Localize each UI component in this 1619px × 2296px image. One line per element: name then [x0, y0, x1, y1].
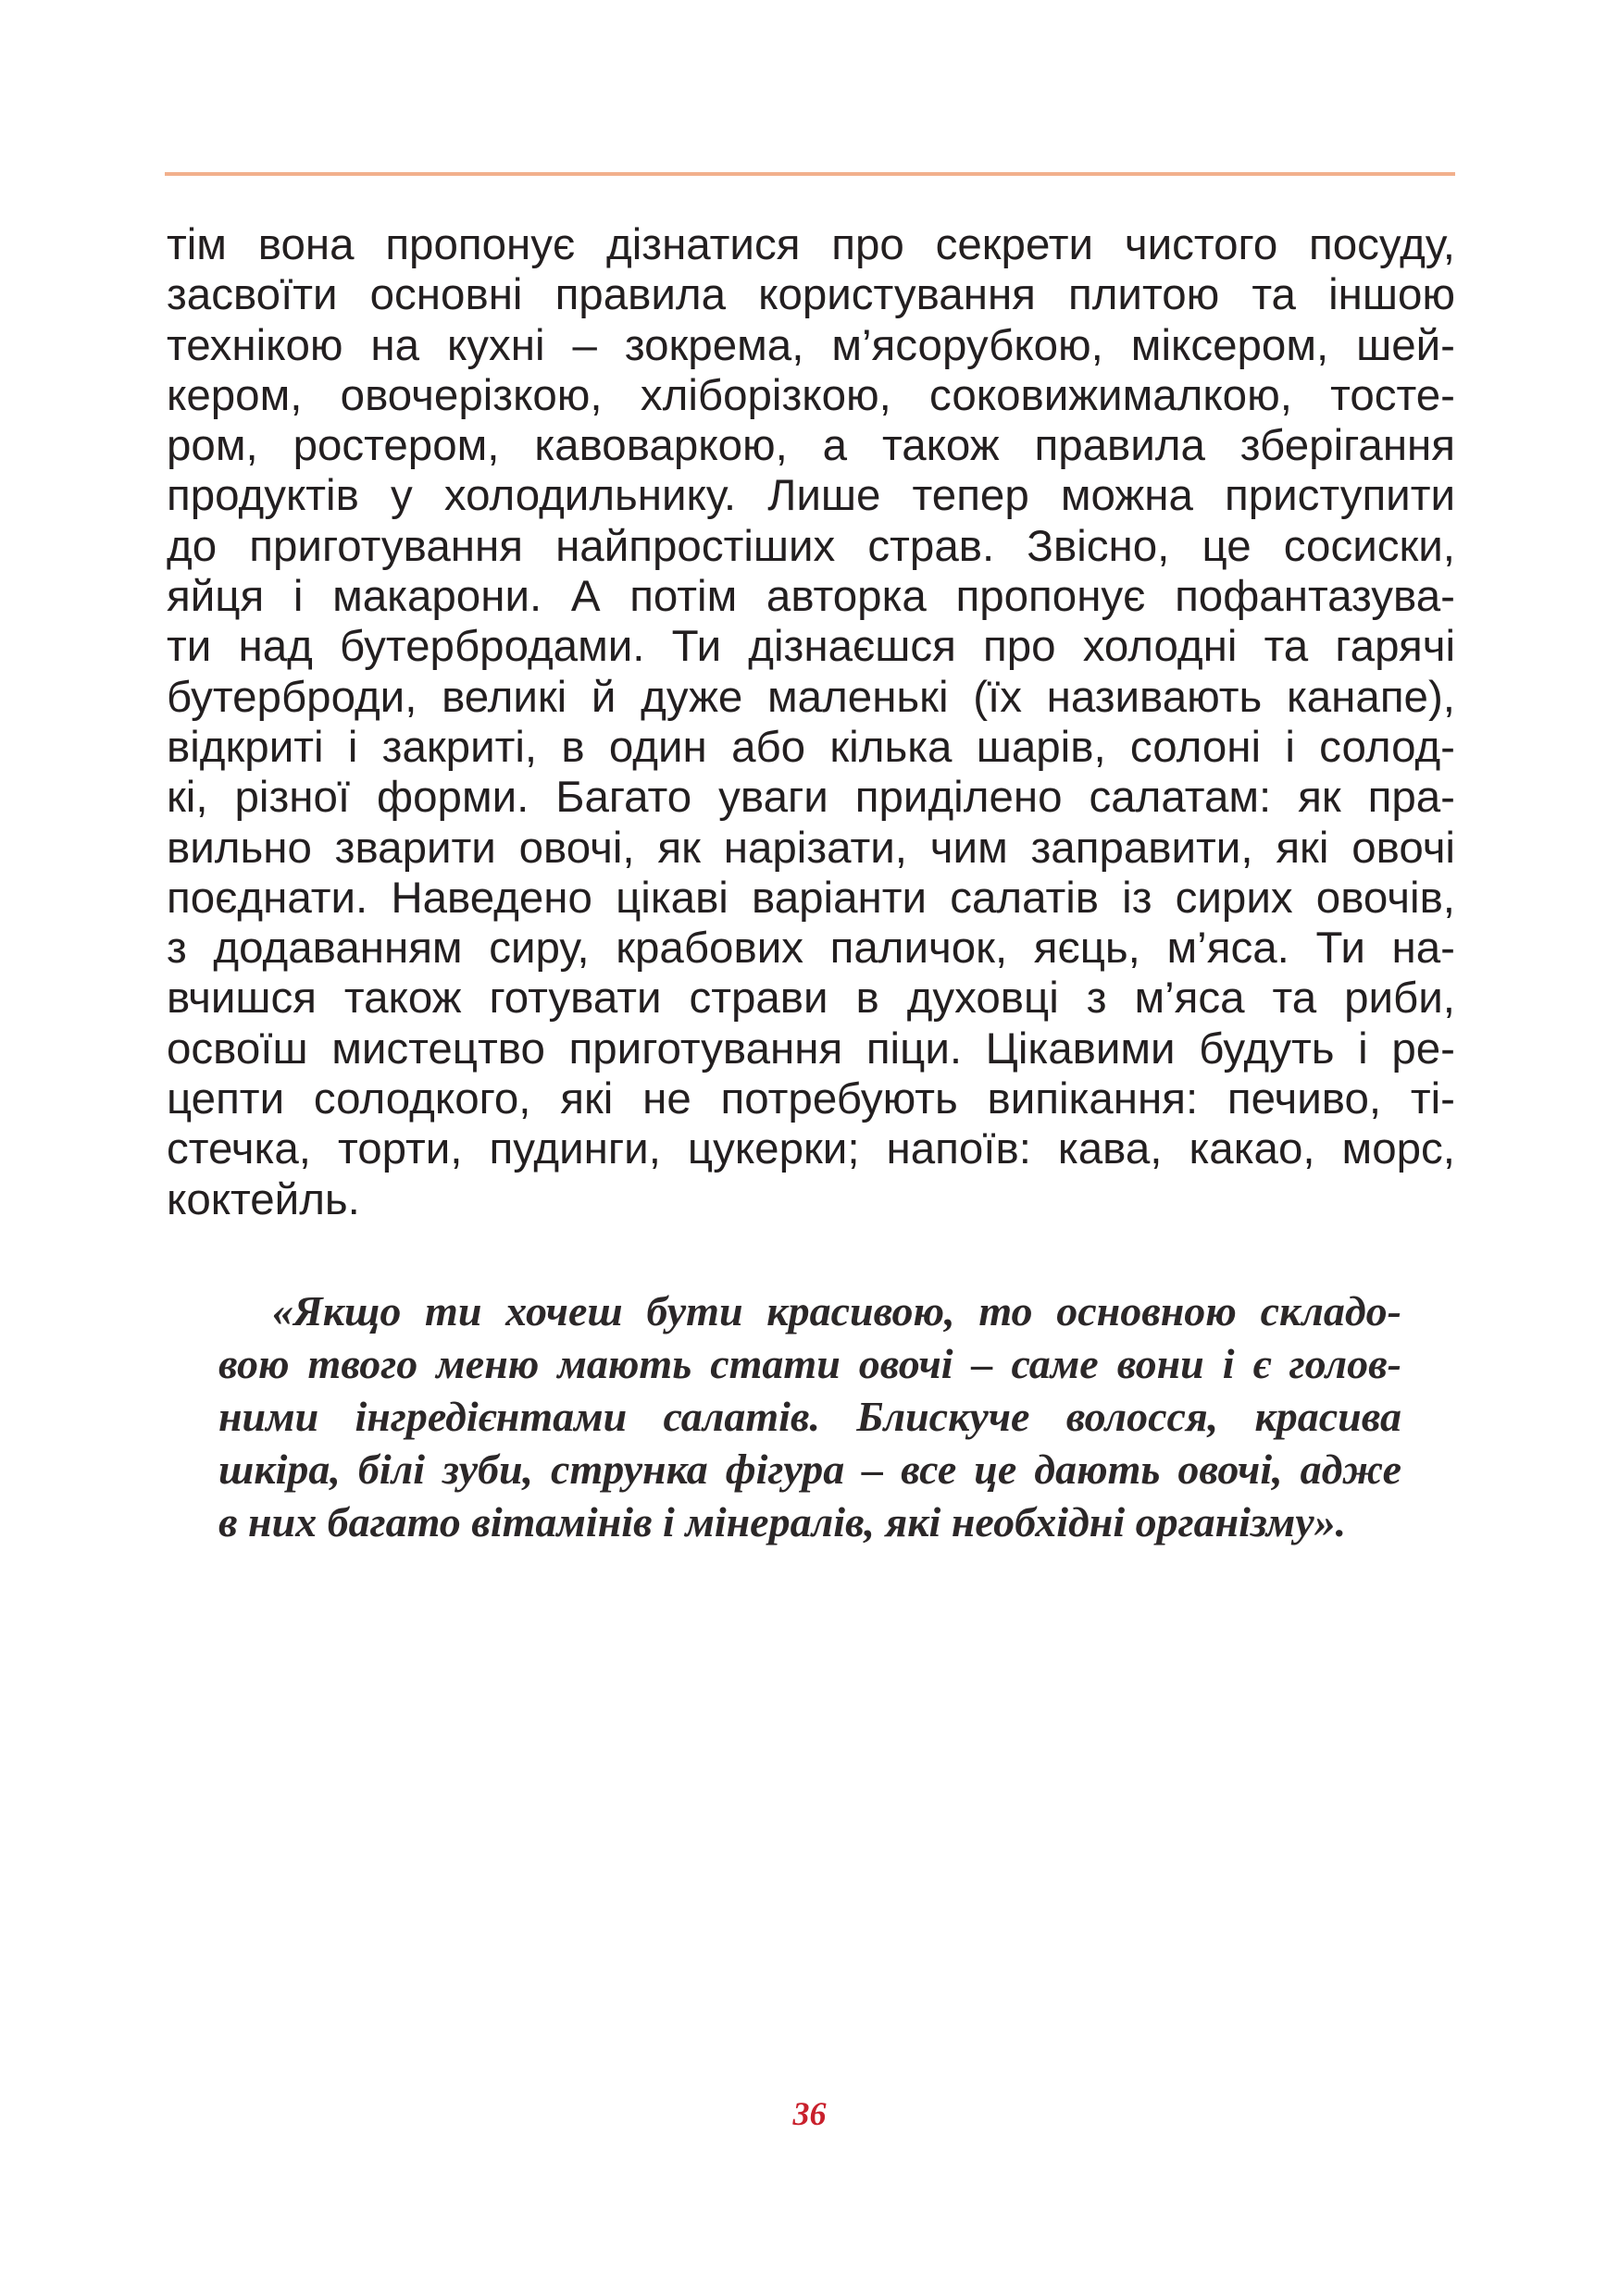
body-line: продуктів у холодильнику. Лише тепер можна приступити [167, 471, 1455, 521]
body-line: яйця і макарони. А потім авторка пропонує пофантазува- [167, 572, 1455, 622]
body-line: ром, ростером, кавоваркою, а також правила зберігання [167, 421, 1455, 471]
quote-line: вою твого меню мають стати овочі – саме вони і є голов- [218, 1340, 1401, 1387]
body-line: освоїш мистецтво приготування піци. Цікавими будуть і ре- [167, 1024, 1455, 1074]
body-line: до приготування найпростіших страв. Звісно, це сосиски, [167, 521, 1455, 571]
body-line: цепти солодкого, які не потребують випікання: печиво, ті- [167, 1074, 1455, 1124]
page-number: 36 [792, 2095, 827, 2132]
body-line: бутерброди, великі й дуже маленькі (їх називають канапе), [167, 672, 1455, 722]
body-line: з додаванням сиру, крабових паличок, яєць, м’яса. Ти на- [167, 924, 1455, 974]
body-line: ти над бутербродами. Ти дізнаєшся про холодні та гарячі [167, 622, 1455, 672]
body-line: технікою на кухні – зокрема, м’ясорубкою, міксером, шей- [167, 320, 1455, 370]
body-line: коктейль. [167, 1174, 360, 1224]
body-line: поєднати. Наведено цікаві варіанти салатів із сирих овочів, [167, 873, 1455, 923]
body-line: вчишся також готувати страви в духовці з м’яса та риби, [167, 974, 1455, 1024]
body-line: відкриті і закриті, в один або кілька шарів, солоні і солод- [167, 722, 1455, 772]
body-line: тім вона пропонує дізнатися про секрети чистого посуду, [167, 220, 1455, 269]
body-line: засвоїти основні правила користування плитою та іншою [167, 270, 1455, 320]
quote-line: шкіра, білі зуби, струнка фігура – все це дають овочі, адже [218, 1446, 1401, 1493]
body-line: кі, різної форми. Багато уваги приділено салатам: як пра- [167, 773, 1455, 823]
quote-line: ними інгредієнтами салатів. Блискуче волосся, красива [218, 1393, 1401, 1440]
quote-line: в них багато вітамінів і мінералів, які необхідні організму». [218, 1498, 1347, 1545]
body-paragraph [167, 220, 1455, 1225]
quote-block [218, 1285, 1401, 1548]
top-rule [165, 172, 1455, 176]
body-line: кером, овочерізкою, хліборізкою, соковижималкою, тосте- [167, 370, 1455, 420]
quote-line: «Якщо ти хочеш бути красивою, то основною складо- [272, 1287, 1401, 1334]
body-line: стечка, торти, пудинги, цукерки; напоїв: кава, какао, морс, [167, 1124, 1455, 1174]
body-line: вильно зварити овочі, як нарізати, чим заправити, які овочі [167, 823, 1455, 873]
